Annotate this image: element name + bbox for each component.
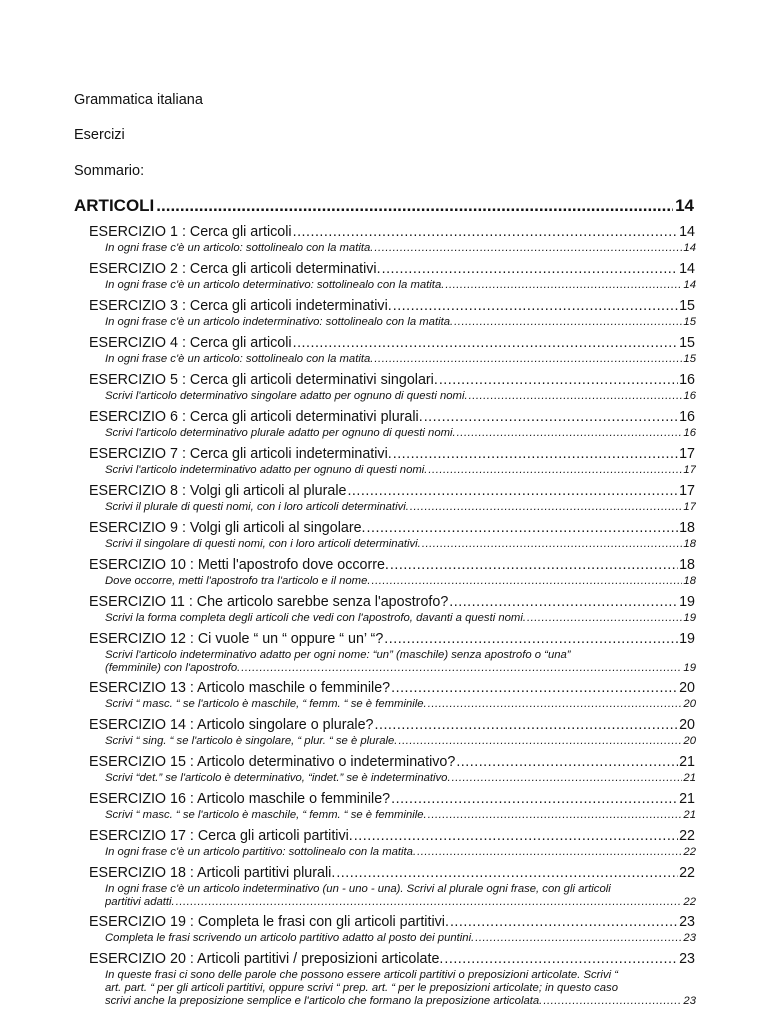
leader-dots: [347, 483, 678, 499]
exercise-description: Scrivi il plurale di questi nomi, con i loro articoli determinativi.: [105, 501, 409, 513]
toc-entry-exercise[interactable]: [89, 828, 695, 846]
description-page: 18: [683, 538, 696, 550]
leader-dots: [391, 791, 678, 807]
exercise-description: partitivi adatti.: [105, 896, 175, 908]
exercise-page: 23: [679, 951, 695, 967]
exercise-page: 19: [679, 631, 695, 647]
exercise-title: ESERCIZIO 15 : Articolo determinativo o indeterminativo?: [89, 754, 456, 770]
leader-dots: [452, 772, 683, 784]
exercise-title: ESERCIZIO 12 : Ci vuole “ un “ oppure “ un’ “?: [89, 631, 384, 647]
description-page: 17: [683, 464, 696, 476]
toc-entry-description[interactable]: [105, 575, 696, 589]
leader-dots: [410, 501, 683, 513]
toc-entry-exercise[interactable]: [89, 594, 695, 612]
exercise-description: Scrivi l'articolo determinativo plurale adatto per ognuno di questi nomi.: [105, 427, 456, 439]
leader-dots: [374, 353, 682, 365]
leader-dots: [417, 846, 682, 858]
description-page: 20: [683, 698, 696, 710]
exercise-page: 17: [679, 483, 695, 499]
toc-entry-description[interactable]: [105, 932, 696, 946]
leader-dots: [428, 698, 683, 710]
exercise-title: ESERCIZIO 10 : Metti l'apostrofo dove occorre.: [89, 557, 389, 573]
section-title: ARTICOLI: [74, 196, 155, 215]
toc-entry-description[interactable]: [105, 662, 696, 676]
exercise-description: In ogni frase c'è un articolo partitivo: sottolinealo con la matita.: [105, 846, 417, 858]
exercise-description: Completa le frasi scrivendo un articolo partitivo adatto al posto dei puntini.: [105, 932, 475, 944]
exercise-page: 17: [679, 446, 695, 462]
exercise-title: ESERCIZIO 5 : Cerca gli articoli determinativi singolari.: [89, 372, 438, 388]
leader-dots: [527, 612, 682, 624]
exercise-description: Dove occorre, metti l'apostrofo tra l'articolo e il nome.: [105, 575, 371, 587]
leader-dots: [444, 951, 678, 967]
leader-dots: [176, 896, 683, 908]
toc-entry-description[interactable]: [105, 427, 696, 441]
exercise-page: 15: [679, 335, 695, 351]
exercise-description-line: art. part. “ per gli articoli partitivi, oppure scrivi “ prep. art. “ per le preposizioni articolate; in questo caso: [105, 982, 618, 994]
toc-entry-description[interactable]: [105, 464, 696, 478]
exercise-description: (femminile) con l'apostrofo.: [105, 662, 241, 674]
toc-entry-description[interactable]: [105, 538, 696, 552]
leader-dots: [469, 390, 683, 402]
leader-dots: [293, 335, 679, 351]
leader-dots: [454, 316, 682, 328]
toc-entry-description[interactable]: [105, 279, 696, 293]
description-page: 15: [683, 353, 696, 365]
toc-entry-exercise[interactable]: [89, 224, 695, 242]
description-page: 19: [683, 662, 696, 674]
leader-dots: [393, 298, 678, 314]
exercise-page: 14: [679, 261, 695, 277]
exercise-title: ESERCIZIO 1 : Cerca gli articoli: [89, 224, 292, 240]
exercise-title: ESERCIZIO 8 : Volgi gli articoli al plurale: [89, 483, 347, 499]
description-page: 16: [683, 390, 696, 402]
exercise-description: Scrivi l'articolo indeterminativo adatto per ognuno di questi nomi.: [105, 464, 428, 476]
exercise-description: Scrivi “ masc. “ se l'articolo è maschile, “ femm. “ se è femminile.: [105, 809, 427, 821]
toc-entry-description[interactable]: [105, 772, 696, 786]
leader-dots: [374, 242, 682, 254]
toc-entry-exercise[interactable]: [89, 261, 695, 279]
leader-dots: [475, 932, 682, 944]
exercise-title: ESERCIZIO 6 : Cerca gli articoli determinativi plurali.: [89, 409, 423, 425]
leader-dots: [156, 196, 673, 216]
leader-dots: [428, 809, 683, 821]
exercise-page: 14: [679, 224, 695, 240]
leader-dots: [393, 446, 678, 462]
leader-dots: [449, 594, 678, 610]
document-title: Grammatica italiana: [74, 92, 203, 108]
leader-dots: [384, 631, 678, 647]
toc-entry-exercise[interactable]: [89, 446, 695, 464]
toc-entry-exercise[interactable]: [89, 680, 695, 698]
exercise-page: 22: [679, 865, 695, 881]
toc-entry-exercise[interactable]: [89, 483, 695, 501]
exercise-page: 21: [679, 754, 695, 770]
toc-entry-description[interactable]: [105, 316, 696, 330]
exercise-title: ESERCIZIO 16 : Articolo maschile o femminile?: [89, 791, 391, 807]
exercise-description: Scrivi “det.” se l'articolo è determinativo, “indet.” se è indeterminativo.: [105, 772, 451, 784]
exercise-title: ESERCIZIO 9 : Volgi gli articoli al singolare.: [89, 520, 366, 536]
exercise-page: 20: [679, 717, 695, 733]
exercise-page: 16: [679, 372, 695, 388]
leader-dots: [372, 575, 683, 587]
exercise-title: ESERCIZIO 13 : Articolo maschile o femminile?: [89, 680, 391, 696]
exercise-description: Scrivi il singolare di questi nomi, con i loro articoli determinativi.: [105, 538, 421, 550]
leader-dots: [424, 409, 678, 425]
leader-dots: [398, 735, 682, 747]
toc-entry-description[interactable]: [105, 242, 696, 256]
description-page: 23: [683, 932, 696, 944]
description-page: 15: [683, 316, 696, 328]
description-page: 18: [683, 575, 696, 587]
exercise-description-line: In ogni frase c'è un articolo indeterminativo (un - uno - una). Scrivi al plurale ogni frase, con gli articoli: [105, 883, 611, 895]
exercise-description: Scrivi l'articolo determinativo singolare adatto per ognuno di questi nomi.: [105, 390, 468, 402]
leader-dots: [422, 538, 683, 550]
exercise-page: 22: [679, 828, 695, 844]
description-page: 22: [683, 846, 696, 858]
toc-entry-description[interactable]: [105, 501, 696, 515]
leader-dots: [439, 372, 678, 388]
description-page: 21: [683, 772, 696, 784]
exercise-description: Scrivi “ sing. “ se l'articolo è singolare, “ plur. “ se è plurale.: [105, 735, 398, 747]
toc-entry-description[interactable]: [105, 995, 696, 1009]
exercise-description: Scrivi “ masc. “ se l'articolo è maschile, “ femm. “ se è femminile.: [105, 698, 427, 710]
toc-entry-exercise[interactable]: [89, 409, 695, 427]
toc-entry-exercise[interactable]: [89, 631, 695, 649]
toc-entry-description[interactable]: [105, 896, 696, 910]
description-page: 23: [683, 995, 696, 1007]
leader-dots: [336, 865, 678, 881]
leader-dots: [390, 557, 678, 573]
exercise-title: ESERCIZIO 7 : Cerca gli articoli indeterminativi.: [89, 446, 392, 462]
leader-dots: [391, 680, 678, 696]
exercise-description: scrivi anche la preposizione semplice e l'articolo che formano la preposizione articolata.: [105, 995, 543, 1007]
exercise-title: ESERCIZIO 4 : Cerca gli articoli: [89, 335, 292, 351]
leader-dots: [445, 279, 682, 291]
exercise-description: In ogni frase c'è un articolo indeterminativo: sottolinealo con la matita.: [105, 316, 454, 328]
section-page: 14: [675, 196, 694, 215]
description-page: 16: [683, 427, 696, 439]
exercise-page: 18: [679, 520, 695, 536]
toc-entry-description[interactable]: [105, 612, 696, 626]
leader-dots: [241, 662, 682, 674]
exercise-page: 20: [679, 680, 695, 696]
toc-entry-exercise[interactable]: [89, 335, 695, 353]
exercise-description: In ogni frase c'è un articolo: sottolinealo con la matita.: [105, 353, 374, 365]
toc-entry-description[interactable]: [105, 809, 696, 823]
exercise-page: 18: [679, 557, 695, 573]
exercise-page: 19: [679, 594, 695, 610]
exercise-description: Scrivi la forma completa degli articoli che vedi con l'apostrofo, davanti a questi nomi.: [105, 612, 526, 624]
description-page: 14: [683, 242, 696, 254]
exercise-description: In ogni frase c'è un articolo determinativo: sottolinealo con la matita.: [105, 279, 445, 291]
description-page: 20: [683, 735, 696, 747]
exercise-page: 21: [679, 791, 695, 807]
toc-entry-exercise[interactable]: [89, 754, 695, 772]
description-page: 14: [683, 279, 696, 291]
exercise-title: ESERCIZIO 3 : Cerca gli articoli indeterminativi.: [89, 298, 392, 314]
exercise-title: ESERCIZIO 18 : Articoli partitivi plurali.: [89, 865, 336, 881]
leader-dots: [382, 261, 679, 277]
description-page: 17: [683, 501, 696, 513]
leader-dots: [456, 754, 678, 770]
toc-entry-exercise[interactable]: [89, 951, 695, 969]
exercise-page: 15: [679, 298, 695, 314]
leader-dots: [428, 464, 682, 476]
toc-entry-exercise[interactable]: [89, 520, 695, 538]
toc-entry-description[interactable]: [105, 353, 696, 367]
leader-dots: [293, 224, 679, 240]
exercise-title: ESERCIZIO 19 : Completa le frasi con gli articoli partitivi.: [89, 914, 449, 930]
toc-entry-exercise[interactable]: [89, 914, 695, 932]
exercise-title: ESERCIZIO 14 : Articolo singolare o plurale?: [89, 717, 374, 733]
toc-entry-description[interactable]: [105, 846, 696, 860]
leader-dots: [450, 914, 678, 930]
exercise-title: ESERCIZIO 11 : Che articolo sarebbe senza l'apostrofo?: [89, 594, 449, 610]
description-page: 19: [683, 612, 696, 624]
leader-dots: [457, 427, 683, 439]
toc-entry-description[interactable]: [105, 390, 696, 404]
exercise-title: ESERCIZIO 20 : Articoli partitivi / preposizioni articolate.: [89, 951, 444, 967]
exercise-title: ESERCIZIO 2 : Cerca gli articoli determinativi.: [89, 261, 381, 277]
exercise-page: 23: [679, 914, 695, 930]
document-subtitle: Esercizi: [74, 127, 125, 143]
toc-entry-exercise[interactable]: [89, 557, 695, 575]
leader-dots: [543, 995, 682, 1007]
toc-entry-exercise[interactable]: [89, 791, 695, 809]
toc-entry-exercise[interactable]: [89, 298, 695, 316]
exercise-page: 16: [679, 409, 695, 425]
leader-dots: [354, 828, 678, 844]
leader-dots: [367, 520, 679, 536]
description-page: 22: [683, 896, 696, 908]
leader-dots: [375, 717, 679, 733]
exercise-description-line: Scrivi l'articolo indeterminativo adatto per ogni nome: “un” (maschile) senza apostrofo o “una”: [105, 649, 571, 661]
exercise-description-line: In queste frasi ci sono delle parole che possono essere articoli partitivi o preposizioni articolate. Scrivi “: [105, 969, 619, 981]
toc-heading: Sommario:: [74, 163, 145, 179]
toc-section-articoli[interactable]: [74, 196, 694, 220]
toc-entry-exercise[interactable]: [89, 372, 695, 390]
toc-entry-exercise[interactable]: [89, 865, 695, 883]
exercise-description: In ogni frase c'è un articolo: sottolinealo con la matita.: [105, 242, 374, 254]
toc-entry-description[interactable]: [105, 735, 696, 749]
toc-entry-exercise[interactable]: [89, 717, 695, 735]
exercise-title: ESERCIZIO 17 : Cerca gli articoli partitivi.: [89, 828, 353, 844]
toc-entry-description[interactable]: [105, 698, 696, 712]
description-page: 21: [683, 809, 696, 821]
